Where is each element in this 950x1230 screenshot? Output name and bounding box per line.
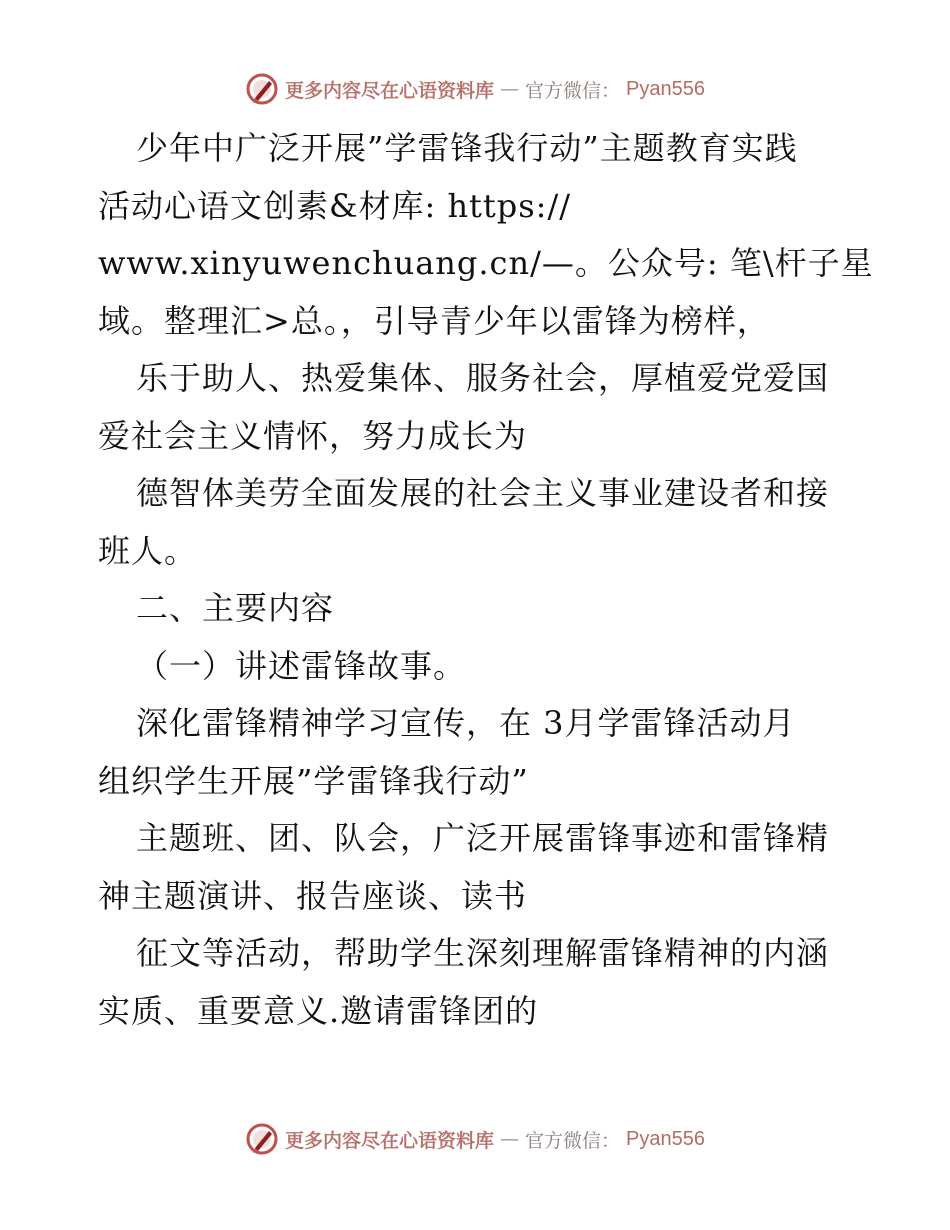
- footer-dash: —: [500, 1128, 520, 1150]
- body-line: 域。整理汇>总。，引导青少年以雷锋为榜样，: [98, 301, 770, 340]
- body-line: 乐于助人、热爱集体、服务社会，厚植爱党爱国: [136, 359, 830, 397]
- pen-logo-icon: [245, 1122, 279, 1156]
- body-line: 班人。: [98, 531, 198, 570]
- footer-brand-text: 更多内容尽在心语资料库: [285, 1129, 495, 1152]
- body-line: 少年中广泛开展”学雷锋我行动”主题教育实践: [136, 129, 798, 167]
- header-wechat-id: Pyan556: [626, 77, 705, 100]
- body-line: 实质、重要意义.邀请雷锋团的: [98, 991, 539, 1030]
- document-body: [98, 120, 874, 1040]
- section-heading: 二、主要内容: [136, 589, 335, 627]
- subsection-heading: （一）讲述雷锋故事。: [136, 646, 467, 685]
- body-line: 征文等活动，帮助学生深刻理解雷锋精神的内涵: [136, 934, 830, 972]
- pen-logo-icon: [245, 72, 279, 106]
- body-line: www.xinyuwenchuang.cn/—。公众号: 笔\杆子星: [98, 244, 874, 282]
- body-line: 组织学生开展”学雷锋我行动”: [98, 761, 529, 800]
- body-line: 神主题演讲、报告座谈、读书: [98, 876, 528, 915]
- body-line: 爱社会主义情怀，努力成长为: [98, 416, 528, 455]
- page-footer: [0, 1122, 950, 1156]
- footer-wechat-id: Pyan556: [626, 1127, 705, 1150]
- body-line: 活动心语文创素&材库: https://: [98, 186, 572, 225]
- page-header: [0, 72, 950, 106]
- footer-wechat-label: 官方微信：: [525, 1129, 621, 1152]
- body-line: 深化雷锋精神学习宣传，在 3月学雷锋活动月: [136, 704, 796, 742]
- header-wechat-label: 官方微信：: [525, 79, 621, 102]
- body-line: 主题班、团、队会，广泛开展雷锋事迹和雷锋精: [136, 819, 830, 857]
- header-brand-text: 更多内容尽在心语资料库: [285, 79, 495, 102]
- body-line: 德智体美劳全面发展的社会主义事业建设者和接: [136, 474, 830, 512]
- header-dash: —: [500, 78, 520, 100]
